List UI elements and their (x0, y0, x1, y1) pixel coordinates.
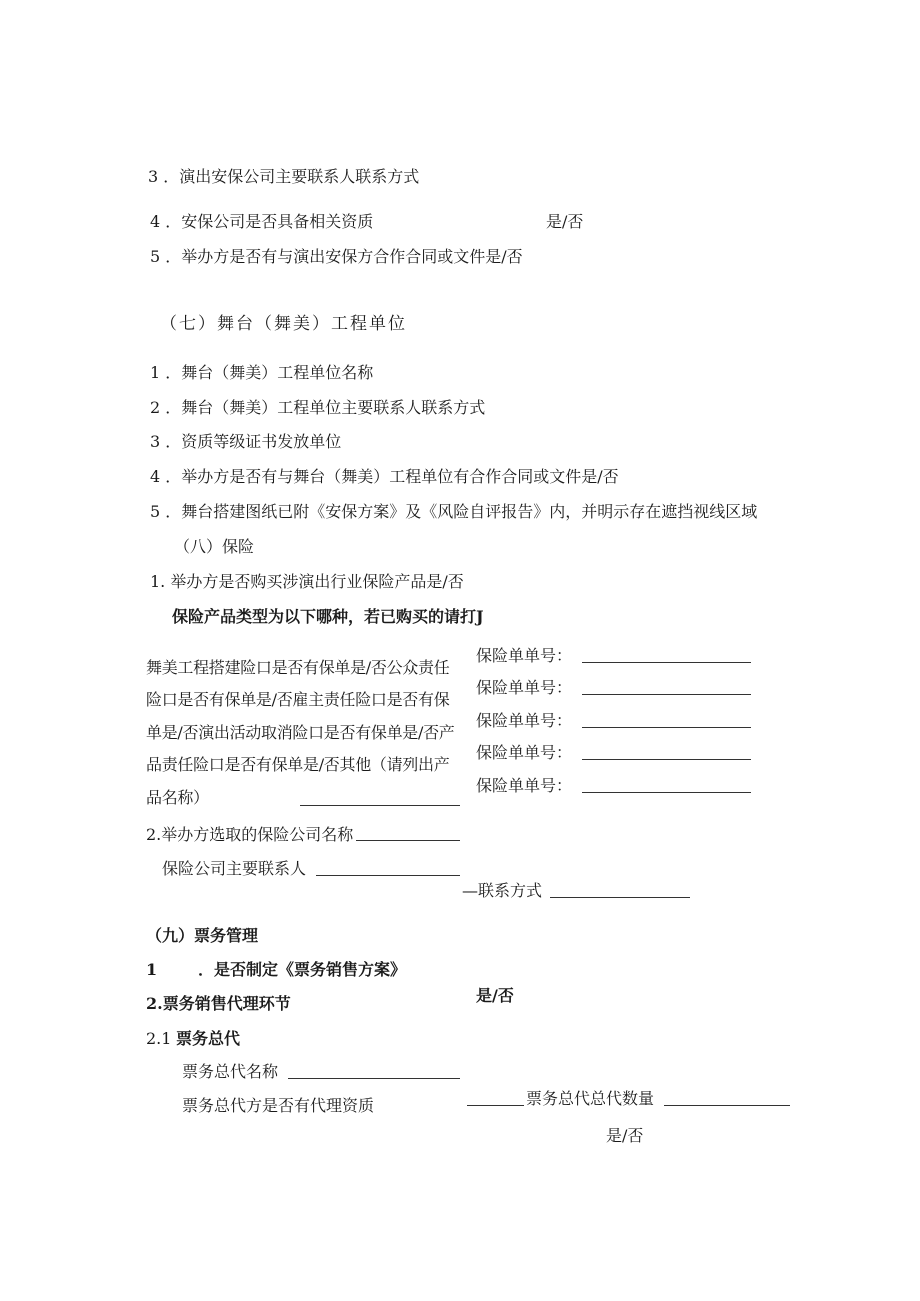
agent-count-label: 票务总代总代数量 (526, 1089, 655, 1108)
sec7-item5: 5 ．舞台搭建图纸已附《安保方案》及《风险自评报告》内，并明示存在遮挡视线区域 (150, 502, 758, 521)
policy-number-blank-1[interactable] (582, 662, 751, 663)
insurer-contact-method: —联系方式 (462, 881, 543, 900)
sec9-item2: 2.票务销售代理环节 (146, 994, 291, 1013)
policy-label-3: 保险单单号： (476, 711, 573, 730)
insurance-types-text: 舞美工程搭建险口是否有保单是/否公众责任险口是否有保单是/否雇主责任险口是否有保单是/否演出活动取消险口是否有保单是/否产品责任险口是否有保单是/否其他（请列出产品名称） (146, 658, 455, 807)
sec8-types-prompt: 保险产品类型为以下哪种，若已购买的请打J (172, 607, 484, 626)
policy-label-1: 保险单单号： (476, 646, 573, 665)
sec8-item1: 1. 举办方是否购买涉演出行业保险产品是/否 (150, 572, 464, 591)
policy-label-5: 保险单单号： (476, 776, 573, 795)
policy-number-blank-5[interactable] (582, 792, 751, 793)
sec7-item4: 4 ．举办方是否有与舞台（舞美）工程单位有合作合同或文件是/否 (150, 467, 619, 486)
policy-number-blank-4[interactable] (582, 759, 751, 760)
sec9-item1: ．是否制定《票务销售方案》 (198, 960, 407, 979)
insurer-contact-blank[interactable] (316, 875, 460, 876)
sec9-heading: （九）票务管理 (146, 926, 259, 945)
sec9-item1-yesno: 是/否 (476, 986, 514, 1005)
agent-count-blank[interactable] (664, 1105, 790, 1106)
sec6-item3: 3 ．演出安保公司主要联系人联系方式 (148, 167, 420, 186)
agent-qualification-label: 票务总代方是否有代理资质 (182, 1096, 375, 1115)
policy-number-blank-2[interactable] (582, 694, 751, 695)
sec6-item4: 4 ．安保公司是否具备相关资质 (150, 212, 374, 231)
sec9-item21: 票务总代 (176, 1029, 241, 1048)
agent-count-lead-blank[interactable] (467, 1105, 524, 1106)
insurer-contact-person: 保险公司主要联系人 (162, 859, 307, 878)
other-product-blank[interactable] (300, 805, 460, 806)
agent-name-blank[interactable] (288, 1078, 460, 1079)
sec8-heading: （八）保险 (174, 537, 255, 556)
sec7-item1: 1 ．舞台（舞美）工程单位名称 (150, 363, 374, 382)
sec7-heading: （七）舞台（舞美）工程单位 (160, 314, 407, 334)
sec6-item4-yesno: 是/否 (546, 212, 584, 231)
sec9-item21-number: 2.1 (146, 1029, 172, 1048)
sec8-item2: 2.举办方选取的保险公司名称 (146, 825, 354, 844)
sec7-item3: 3 ．资质等级证书发放单位 (150, 432, 342, 451)
insurer-name-blank[interactable] (356, 840, 460, 841)
agent-qualification-yesno: 是/否 (606, 1126, 644, 1145)
policy-label-2: 保险单单号： (476, 678, 573, 697)
policy-number-blank-3[interactable] (582, 727, 751, 728)
policy-label-4: 保险单单号： (476, 743, 573, 762)
sec7-item2: 2 ．舞台（舞美）工程单位主要联系人联系方式 (150, 398, 486, 417)
sec6-item5: 5 ．举办方是否有与演出安保方合作合同或文件是/否 (150, 247, 523, 266)
sec9-item1-number: 1 (146, 960, 158, 979)
insurance-types-paragraph (146, 652, 462, 814)
agent-name-label: 票务总代名称 (182, 1062, 279, 1081)
contact-method-blank[interactable] (550, 897, 690, 898)
